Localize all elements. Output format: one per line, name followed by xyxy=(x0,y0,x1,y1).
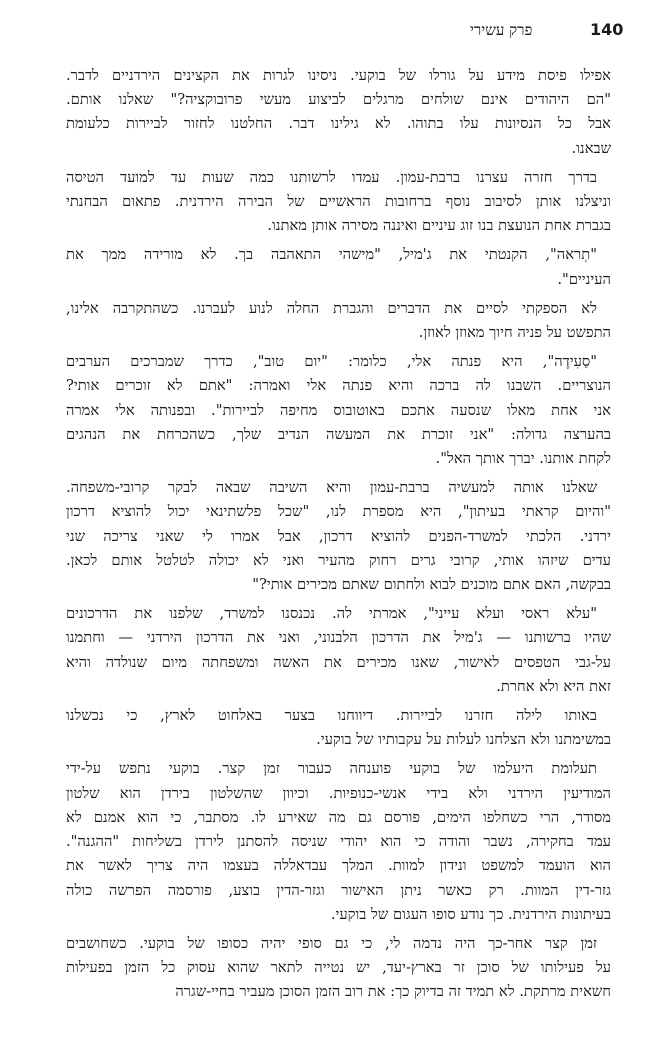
text-line: הוא הועמד למשפט ונידון למוות. המלך עבדאללה בעצמו היה צריך לאשר את xyxy=(66,857,611,875)
body-text xyxy=(66,64,611,1010)
paragraph xyxy=(66,704,611,752)
text-line: בגברת אחת הנועצת בנו זוג עיניים ואיננה מסירה אותן מאתנו. xyxy=(267,217,611,235)
paragraph xyxy=(66,243,611,291)
paragraph xyxy=(66,350,611,471)
text-line: שהיו ברשותנו — ג'מיל את הדרכון הלבנוני, ואני את הדרכון הירדני — וחתמנו xyxy=(66,629,611,647)
paragraph xyxy=(66,757,611,926)
text-line: עמד בחקירה, נשבר והודה כי הוא יהודי שניסה להסתנן לירדן בשליחות "ההגנה". xyxy=(66,833,611,851)
text-line: בהערצה גדולה: "אני זוכרת את המעשה הנדיב שלך, כשהכרחת את הנהגים xyxy=(66,425,611,443)
paragraph xyxy=(66,476,611,597)
text-line: ירדני. הלכתי למשרד-הפנים להוציא דרכון, אבל אמרו לי שאני צריכה שני xyxy=(66,527,611,545)
paragraph xyxy=(66,166,611,239)
text-line: בבקשה, האם אתם מוכנים לבוא ולחתום שאתם מכירים אותי?" xyxy=(252,576,611,594)
paragraph xyxy=(66,932,611,1005)
text-line: זמן קצר אחר-כך היה נדמה לי, כי גם סופי יהיה כסופו של בוקעי. כשחושבים xyxy=(66,934,597,952)
text-line: גזר-דין המוות. רק כאשר ניתן האישור וגזר-הדין בוצע, פורסמה הפרשה כולה xyxy=(66,881,611,899)
paragraph xyxy=(66,64,611,161)
text-line: התפשט על פניה חיוך מאוזן לאוזן. xyxy=(418,324,611,342)
text-line: "הם היהודים אינם שולחים מרגלים לביצוע מעשי פרובוקציה?" שאלנו אותם. xyxy=(66,91,611,109)
text-line: "עלא ראסי ועלא עייני", אמרתי לה. נכנסנו למשרד, שלפנו את הדרכונים xyxy=(66,605,597,623)
paragraph xyxy=(66,602,611,699)
text-line: על-גבי הטפסים לאישור, שאנו מכירים את האשה ומשפחתה מיום שנולדה והיא xyxy=(66,653,611,671)
text-line: אבל כל הנסיונות עלו בתוהו. לא גילינו דבר. החלטנו לחזור לביירות כלעומת xyxy=(66,115,611,133)
text-line: עדים שיזהו אותי, קרובי גרים רחוק מהעיר ואני לא יכולה לטלטל אותם לכאן. xyxy=(66,551,611,569)
running-head xyxy=(0,20,670,44)
chapter-title: פרק עשירי xyxy=(470,21,533,39)
text-line: אפילו פיסת מידע על גורלו של בוקעי. ניסינו לגרות את הקצינים הירדניים לדבר. xyxy=(66,67,611,84)
text-line: לא הספקתי לסיים את הדברים והגברת החלה לנוע לעברנו. כשהתקרבה אלינו, xyxy=(66,299,597,317)
text-line: זאת היא ולא אחרת. xyxy=(496,677,611,695)
text-line: לקחת אותנו. יברך אותך האל". xyxy=(435,450,611,468)
text-line: בעיתונות הירדנית. כך נודע סופו העגום של בוקעי. xyxy=(330,905,611,923)
text-line: בדרך חזרה עצרנו ברבת-עמון. עמדו לרשותנו כמה שעות עד למועד הטיסה xyxy=(66,168,597,186)
paragraph xyxy=(66,297,611,345)
text-line: העיניים". xyxy=(557,270,611,288)
text-line: אני אחת מאלו שנסעה אתכם באוטובוס מחיפה לביירות". ובפנותה אלי אמרה xyxy=(66,401,611,419)
text-line: המודיעין הירדני ולא בידי אנשי-כנופיות. וכיוון שהשלטון בירדן הוא שלטון xyxy=(66,784,611,802)
text-line: וניצלנו אותן לסיבוב נוסף ברחובות הראשיים של הבירה הירדנית. פתאום הבחנתי xyxy=(66,193,611,211)
text-line: במשימתנו ולא הצלחנו לעלות על עקבותיו של בוקעי. xyxy=(316,731,611,749)
text-line: חשאית מרתקת. לא תמיד זה בדיוק כך: את רוב הזמן הסוכן מעביר בחיי-שגרה xyxy=(175,983,611,1001)
text-line: תעלומת היעלמו של בוקעי פוענחה כעבור זמן קצר. בוקעי נתפש על-ידי xyxy=(66,760,597,778)
text-line: באותו לילה חזרנו לביירות. דיווחנו בצער באלחוט לארץ, כי נכשלנו xyxy=(66,707,597,725)
text-line: "תְראה", הקנטתי את ג'מיל, "מישהי התאהבה בך. לא מורידה ממך את xyxy=(66,246,597,264)
text-line: הנוצריים. השבנו לה ברכה והיא פנתה אלי ואמרה: "אתם לא זוכרים אותי? xyxy=(66,377,611,395)
text-line: "והיום קראתי בעיתון", היא מספרת לנו, "שכל פלשתינאי יכול להוציא דרכון xyxy=(66,503,611,521)
text-line: שאלנו אותה למעשיה ברבת-עמון והיא השיבה שבאה לבקר קרובי-משפחה. xyxy=(66,479,597,497)
page-number: 140 xyxy=(590,20,624,39)
text-line: על פעילותו של סוכן זר בארץ-יעד, יש נטייה לתאר שהוא עסוק כל הזמן בפעילות xyxy=(66,959,611,977)
text-line: שבאנו. xyxy=(571,139,611,157)
text-line: "סַעִידֶה", היא פנתה אלי, כלומר: "יום טוב", כדרך שמברכים הערבים xyxy=(66,353,597,371)
text-line: מסודר, הרי כשחלפו הימים, פורסם גם מה שאירע לו. מסתבר, כי הוא אמנם לא xyxy=(66,808,611,826)
